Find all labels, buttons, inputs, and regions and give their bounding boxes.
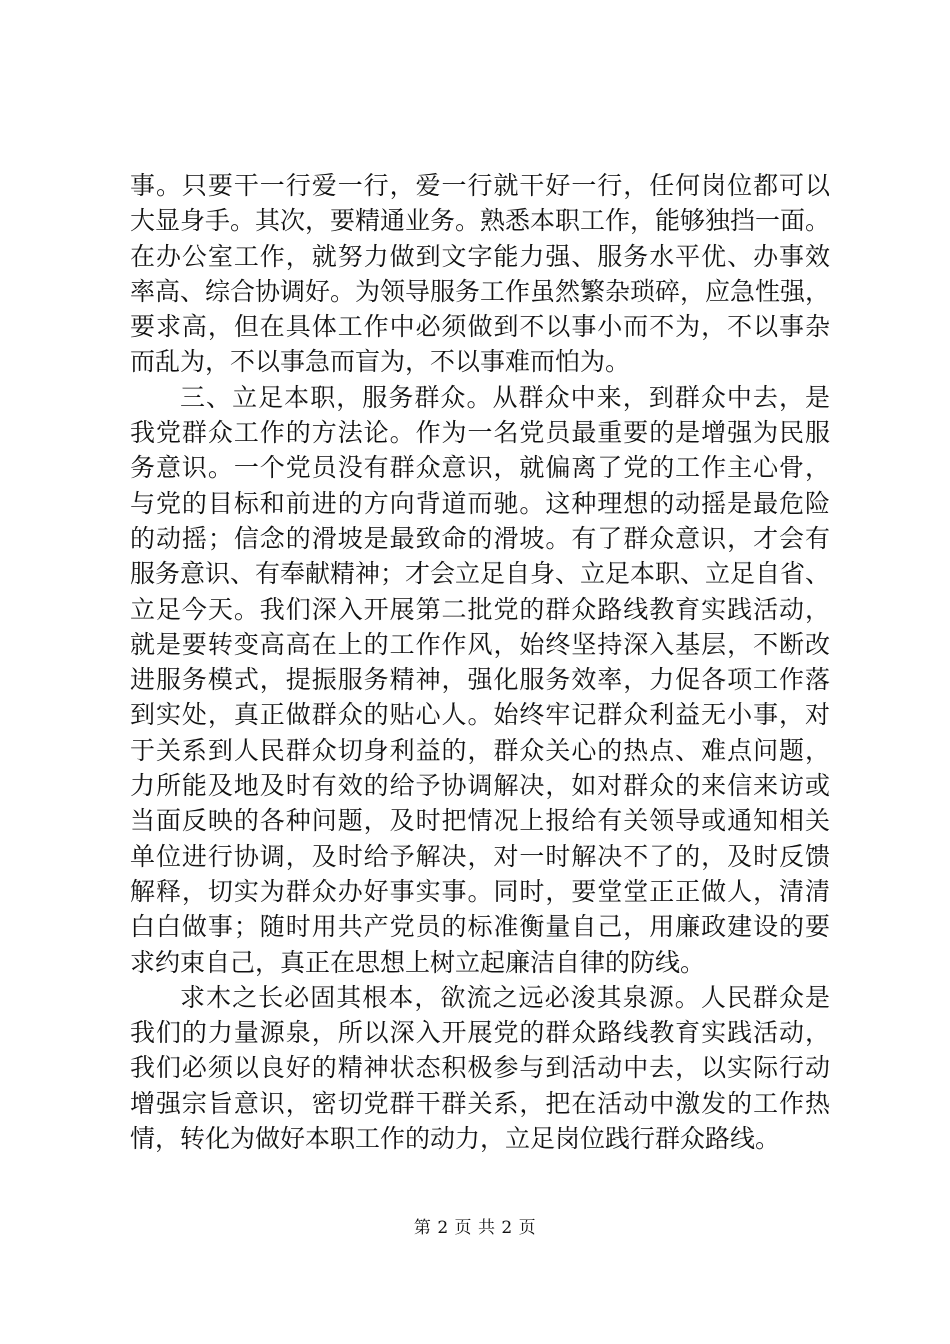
page-number-footer: 第 2 页 共 2 页 (413, 1218, 537, 1238)
text-line: 率高、综合协调好。为领导服务工作虽然繁杂琐碎，应急性强， (130, 276, 830, 306)
text-line: 力所能及地及时有效的给予协调解决，如对群众的来信来访或 (130, 771, 830, 801)
text-line: 白白做事；随时用共产党员的标准衡量自己，用廉政建设的要 (130, 912, 830, 942)
text-line: 服务意识、有奉献精神；才会立足自身、立足本职、立足自省、 (130, 559, 830, 589)
text-line: 当面反映的各种问题，及时把情况上报给有关领导或通知相关 (130, 806, 830, 836)
text-line: 情，转化为做好本职工作的动力，立足岗位践行群众路线。 (130, 1124, 781, 1154)
text-line: 我们必须以良好的精神状态积极参与到活动中去，以实际行动 (130, 1053, 830, 1083)
text-line: 事。只要干一行爱一行，爱一行就干好一行，任何岗位都可以 (130, 171, 830, 200)
text-line: 大显身手。其次，要精通业务。熟悉本职工作，能够独挡一面。 (130, 206, 830, 236)
text-line: 于关系到人民群众切身利益的，群众关心的热点、难点问题， (130, 735, 830, 765)
text-line: 立足今天。我们深入开展第二批党的群众路线教育实践活动， (130, 594, 830, 624)
text-line: 在办公室工作，就努力做到文字能力强、服务水平优、办事效 (130, 241, 830, 271)
text-line: 求木之长必固其根本，欲流之远必浚其泉源。人民群众是 (180, 982, 830, 1012)
text-line: 的动摇；信念的滑坡是最致命的滑坡。有了群众意识，才会有 (130, 523, 830, 553)
text-line: 求约束自己，真正在思想上树立起廉洁自律的防线。 (130, 947, 706, 977)
text-line: 我党群众工作的方法论。作为一名党员最重要的是增强为民服 (130, 418, 830, 448)
document-body (130, 168, 830, 1156)
text-line: 就是要转变高高在上的工作作风，始终坚持深入基层，不断改 (130, 629, 830, 659)
text-line: 而乱为，不以事急而盲为，不以事难而怕为。 (130, 347, 631, 377)
text-line: 增强宗旨意识，密切党群干群关系，把在活动中激发的工作热 (130, 1088, 830, 1118)
text-line: 要求高，但在具体工作中必须做到不以事小而不为，不以事杂 (130, 312, 830, 342)
text-line: 三、立足本职，服务群众。从群众中来，到群众中去，是 (180, 382, 830, 412)
text-line: 我们的力量源泉，所以深入开展党的群众路线教育实践活动， (130, 1018, 830, 1048)
text-line: 解释，切实为群众办好事实事。同时，要堂堂正正做人，清清 (130, 876, 830, 906)
text-line: 与党的目标和前进的方向背道而驰。这种理想的动摇是最危险 (130, 488, 830, 518)
text-line: 进服务模式，提振服务精神，强化服务效率，力促各项工作落 (130, 665, 830, 695)
text-line: 单位进行协调，及时给予解决，对一时解决不了的，及时反馈 (130, 841, 830, 871)
text-line: 到实处，真正做群众的贴心人。始终牢记群众利益无小事，对 (130, 700, 830, 730)
text-line: 务意识。一个党员没有群众意识，就偏离了党的工作主心骨， (130, 453, 830, 483)
